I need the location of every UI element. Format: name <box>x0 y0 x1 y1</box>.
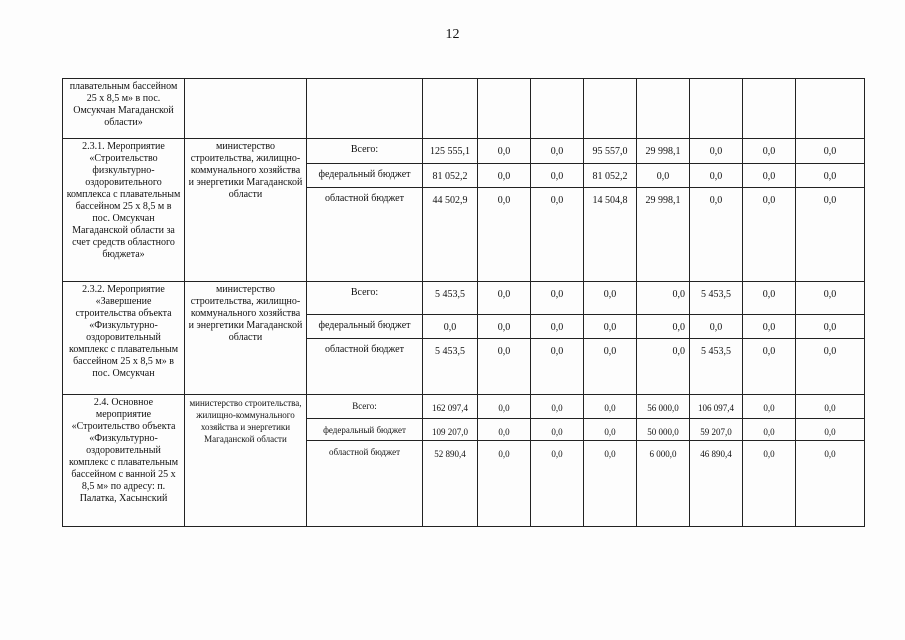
value-cell: 0,0 <box>743 315 796 339</box>
funding-source: федеральный бюджет <box>307 315 423 339</box>
value-cell: 0,0 <box>478 395 531 419</box>
activity-name: 2.3.2. Мероприятие «Завершение строительства объекта «Физкультурно-оздоровительный комплекс с плавательным бассейном 25 х 8,5 м» в пос. Омсукчан <box>63 282 185 395</box>
value-cell: 59 207,0 <box>690 419 743 441</box>
value-cell: 44 502,9 <box>423 188 478 282</box>
value-cell: 0,0 <box>584 441 637 527</box>
value-cell: 5 453,5 <box>690 339 743 395</box>
value-cell: 0,0 <box>743 188 796 282</box>
value-cell: 0,0 <box>743 282 796 315</box>
value-cell: 14 504,8 <box>584 188 637 282</box>
value-cell: 0,0 <box>796 188 865 282</box>
value-cell: 0,0 <box>637 282 690 315</box>
value-cell: 0,0 <box>796 164 865 188</box>
activity-name: 2.4. Основное мероприятие «Строительство объекта «Физкультурно-оздоровительный комплекс с плавательным бассейном с ванной 25 х 8,5 м» по адресу: п. Палатка, Хасынский <box>63 395 185 527</box>
value-cell: 0,0 <box>584 282 637 315</box>
responsible-org: министерство строительства, жилищно-коммунального хозяйства и энергетики Магаданской области <box>185 395 307 527</box>
value-cell: 5 453,5 <box>423 339 478 395</box>
activity-name: 2.3.1. Мероприятие «Строительство физкультурно-оздоровительного комплекса с плавательным бассейном 25 х 8,5 м в пос. Омсукчан Магаданской области за счет средств областного бюджета» <box>63 139 185 282</box>
table-row <box>63 139 865 164</box>
value-cell: 0,0 <box>743 164 796 188</box>
value-cell: 0,0 <box>478 139 531 164</box>
value-cell: 0,0 <box>584 339 637 395</box>
value-cell: 0,0 <box>743 339 796 395</box>
responsible-org: министерство строительства, жилищно-коммунального хозяйства и энергетики Магаданской области <box>185 139 307 282</box>
value-cell: 0,0 <box>690 188 743 282</box>
value-cell: 5 453,5 <box>423 282 478 315</box>
value-cell: 0,0 <box>796 315 865 339</box>
value-cell: 29 998,1 <box>637 139 690 164</box>
value-cell: 0,0 <box>796 282 865 315</box>
value-cell: 0,0 <box>743 419 796 441</box>
value-cell: 0,0 <box>637 315 690 339</box>
value-cell: 0,0 <box>531 188 584 282</box>
value-cell: 0,0 <box>531 164 584 188</box>
continuation-row <box>63 79 865 139</box>
value-cell: 0,0 <box>584 315 637 339</box>
value-cell: 0,0 <box>796 339 865 395</box>
value-cell: 81 052,2 <box>584 164 637 188</box>
value-cell: 109 207,0 <box>423 419 478 441</box>
value-cell: 0,0 <box>637 339 690 395</box>
value-cell: 0,0 <box>478 419 531 441</box>
value-cell: 52 890,4 <box>423 441 478 527</box>
value-cell: 0,0 <box>637 164 690 188</box>
value-cell: 56 000,0 <box>637 395 690 419</box>
value-cell: 0,0 <box>690 164 743 188</box>
value-cell: 0,0 <box>796 139 865 164</box>
value-cell: 106 097,4 <box>690 395 743 419</box>
value-cell: 0,0 <box>743 139 796 164</box>
value-cell: 0,0 <box>531 315 584 339</box>
value-cell: 46 890,4 <box>690 441 743 527</box>
value-cell: 125 555,1 <box>423 139 478 164</box>
value-cell: 0,0 <box>478 315 531 339</box>
value-cell: 0,0 <box>423 315 478 339</box>
value-cell: 29 998,1 <box>637 188 690 282</box>
value-cell: 0,0 <box>743 441 796 527</box>
value-cell: 0,0 <box>743 395 796 419</box>
value-cell: 0,0 <box>478 282 531 315</box>
value-cell: 0,0 <box>584 419 637 441</box>
funding-source: областной бюджет <box>307 188 423 282</box>
value-cell: 0,0 <box>531 139 584 164</box>
value-cell: 162 097,4 <box>423 395 478 419</box>
budget-table <box>62 78 865 527</box>
page-number: 12 <box>445 27 460 42</box>
funding-source: Всего: <box>307 282 423 315</box>
value-cell: 0,0 <box>531 395 584 419</box>
value-cell: 0,0 <box>478 164 531 188</box>
value-cell: 95 557,0 <box>584 139 637 164</box>
funding-source: областной бюджет <box>307 339 423 395</box>
value-cell: 0,0 <box>796 395 865 419</box>
value-cell: 5 453,5 <box>690 282 743 315</box>
value-cell: 0,0 <box>690 139 743 164</box>
value-cell: 81 052,2 <box>423 164 478 188</box>
value-cell: 0,0 <box>531 441 584 527</box>
value-cell: 6 000,0 <box>637 441 690 527</box>
value-cell: 50 000,0 <box>637 419 690 441</box>
continuation-name: плавательным бассейном 25 х 8,5 м» в пос. Омсукчан Магаданской области» <box>63 79 185 139</box>
value-cell: 0,0 <box>531 282 584 315</box>
table-row <box>63 395 865 419</box>
value-cell: 0,0 <box>796 441 865 527</box>
value-cell: 0,0 <box>531 419 584 441</box>
value-cell: 0,0 <box>796 419 865 441</box>
value-cell: 0,0 <box>478 188 531 282</box>
funding-source: Всего: <box>307 139 423 164</box>
value-cell: 0,0 <box>531 339 584 395</box>
responsible-org: министерство строительства, жилищно-коммунального хозяйства и энергетики Магаданской области <box>185 282 307 395</box>
funding-source: Всего: <box>307 395 423 419</box>
value-cell: 0,0 <box>478 441 531 527</box>
funding-source: федеральный бюджет <box>307 419 423 441</box>
value-cell: 0,0 <box>478 339 531 395</box>
funding-source: областной бюджет <box>307 441 423 527</box>
table-row <box>63 282 865 315</box>
funding-source: федеральный бюджет <box>307 164 423 188</box>
value-cell: 0,0 <box>584 395 637 419</box>
value-cell: 0,0 <box>690 315 743 339</box>
